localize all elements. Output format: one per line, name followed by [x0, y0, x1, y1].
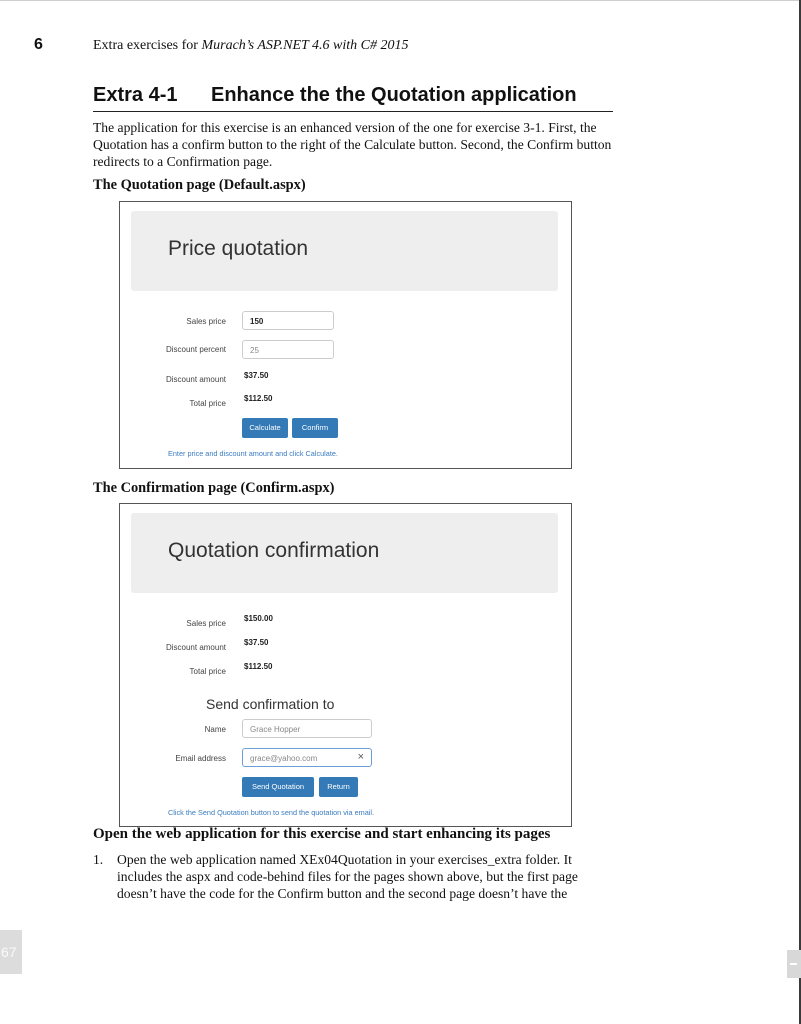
confirmation-page-title: Quotation confirmation	[168, 539, 380, 562]
right-margin-tab	[787, 950, 801, 978]
conf-total-price-value: $112.50	[244, 662, 273, 671]
conf-discount-amount-label: Discount amount	[165, 643, 226, 652]
discount-percent-label: Discount percent	[165, 345, 226, 354]
exercise-name: Enhance the the Quotation application	[211, 84, 577, 106]
margin-page-tab: 67	[0, 930, 22, 974]
quotation-page-title: Price quotation	[168, 237, 309, 260]
email-label: Email address	[175, 754, 226, 763]
total-price-label: Total price	[189, 399, 226, 408]
running-head-prefix: Extra exercises for	[93, 38, 202, 53]
section-heading: Open the web application for this exercise and start enhancing its pages	[93, 826, 551, 842]
discount-amount-value: $37.50	[244, 371, 269, 380]
quotation-caption: The Quotation page (Default.aspx)	[93, 177, 306, 193]
return-button[interactable]: Return	[319, 777, 358, 797]
quotation-help-text: Enter price and discount amount and click Calculate.	[168, 449, 338, 458]
step-list	[93, 851, 618, 902]
sales-price-label: Sales price	[186, 317, 226, 326]
confirmation-caption: The Confirmation page (Confirm.aspx)	[93, 480, 335, 496]
quotation-page-screenshot	[119, 201, 572, 469]
email-input[interactable]	[242, 748, 372, 767]
top-border	[0, 0, 801, 1]
discount-amount-label: Discount amount	[165, 375, 226, 384]
name-input[interactable]: Grace Hopper	[242, 719, 372, 738]
send-confirmation-heading: Send confirmation to	[206, 696, 335, 712]
conf-sales-price-label: Sales price	[186, 619, 226, 628]
step-item	[93, 851, 618, 902]
total-price-value: $112.50	[244, 394, 273, 403]
confirm-button[interactable]: Confirm	[292, 418, 338, 438]
exercise-number: Extra 4-1	[93, 84, 178, 106]
clear-icon[interactable]: ×	[357, 751, 364, 763]
intro-paragraph: The application for this exercise is an enhanced version of the one for exercise 3-1. First, the Quotation has a confirm button to the right of the Calculate button. Second, the Confirm button redirects to a Confirmation page.	[93, 120, 612, 169]
discount-percent-input[interactable]: 25	[242, 340, 334, 359]
confirmation-page-screenshot	[119, 503, 572, 827]
sales-price-input[interactable]: 150	[242, 311, 334, 330]
book-title: Murach’s ASP.NET 4.6 with C# 2015	[201, 38, 409, 53]
conf-total-price-label: Total price	[189, 667, 226, 676]
name-label: Name	[204, 725, 226, 734]
send-quotation-button[interactable]: Send Quotation	[242, 777, 314, 797]
conf-discount-amount-value: $37.50	[244, 638, 269, 647]
page-number: 6	[34, 36, 43, 53]
confirmation-help-text: Click the Send Quotation button to send the quotation via email.	[168, 808, 375, 817]
email-input-value: grace@yahoo.com	[250, 754, 318, 763]
step-number: 1.	[93, 852, 104, 867]
step-text: Open the web application named XEx04Quotation in your exercises_extra folder. It includes the aspx and code-behind files for the pages shown above, but the first page doesn’t have the code for the Confirm button and the second page doesn’t have the	[117, 852, 578, 901]
exercise-title	[93, 84, 613, 112]
conf-sales-price-value: $150.00	[244, 614, 273, 623]
calculate-button[interactable]: Calculate	[242, 418, 288, 438]
quotation-jumbotron	[131, 211, 558, 291]
running-head	[93, 38, 409, 54]
confirmation-jumbotron	[131, 513, 558, 593]
